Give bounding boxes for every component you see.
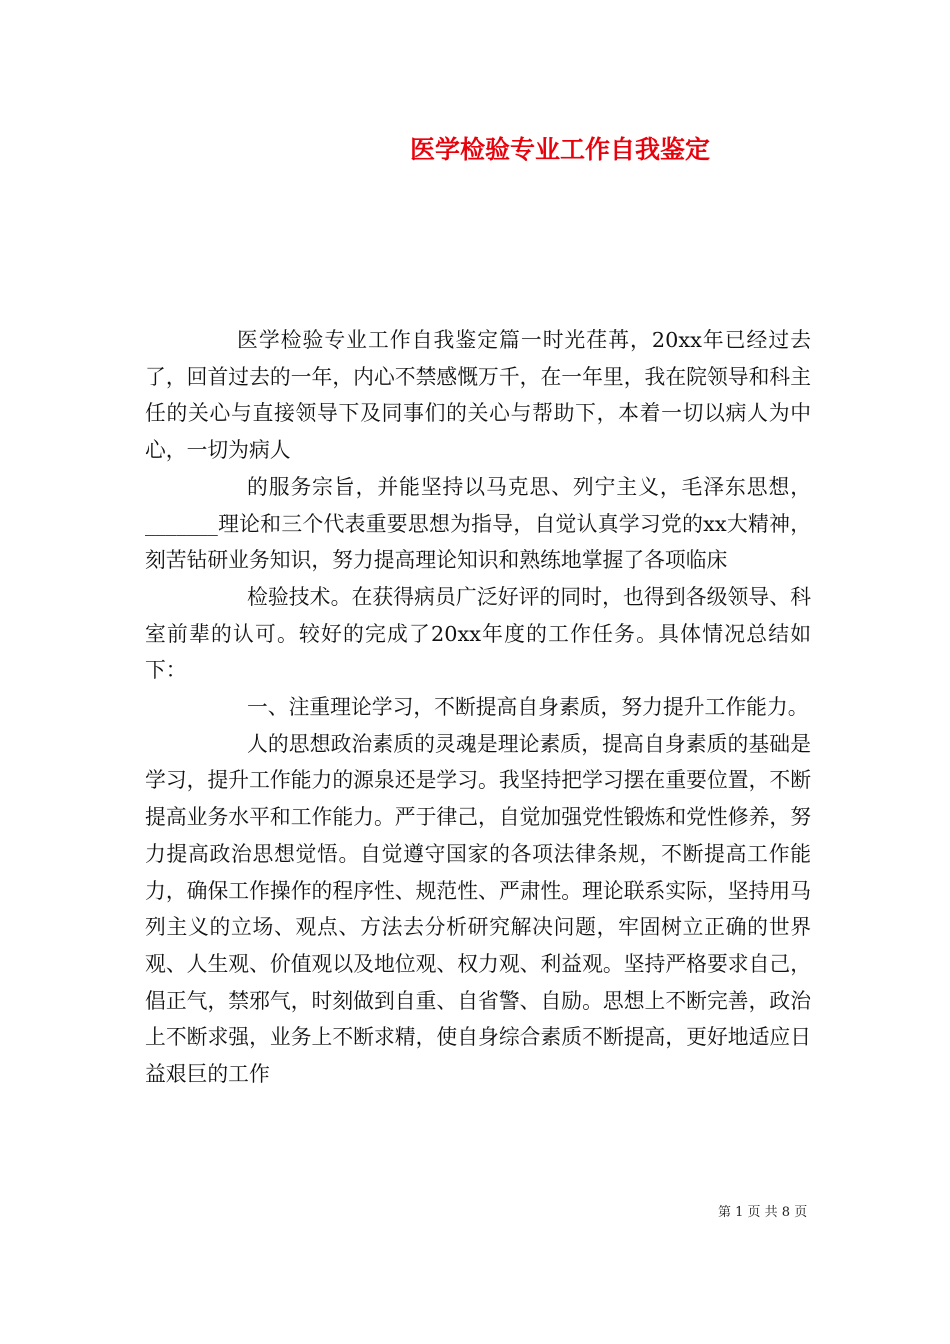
page-title: 医学检验专业工作自我鉴定 — [410, 135, 711, 164]
page-footer: 第 1 页 共 8 页 — [718, 1205, 808, 1220]
document-body — [145, 322, 811, 1093]
paragraph-technique: 检验技术。在获得病员广泛好评的同时，也得到各级领导、科室前辈的认可。较好的完成了20xx年度的工作任务。具体情况总结如下： — [145, 584, 811, 683]
paragraph-intro: 医学检验专业工作自我鉴定篇一时光荏苒，20xx年已经过去了，回首过去的一年，内心不禁感慨万千，在一年里，我在院领导和科主任的关心与直接领导下及同事们的关心与帮助下，本着一切以病人为中心，一切为病人 — [145, 328, 811, 463]
paragraph-service: 的服务宗旨，并能坚持以马克思、列宁主义，毛泽东思想，_______理论和三个代表重要思想为指导，自觉认真学习党的xx大精神，刻苦钻研业务知识，努力提高理论知识和熟练地掌握了各项临床 — [145, 474, 811, 573]
paragraph-theory: 人的思想政治素质的灵魂是理论素质，提高自身素质的基础是学习，提升工作能力的源泉还是学习。我坚持把学习摆在重要位置，不断提高业务水平和工作能力。严于律己，自觉加强党性锻炼和党性修养，努力提高政治思想觉悟。自觉遵守国家的各项法律条规，不断提高工作能力，确保工作操作的程序性、规范性、严肃性。理论联系实际，坚持用马列主义的立场、观点、方法去分析研究解决问题，牢固树立正确的世界观、人生观、价值观以及地位观、权力观、利益观。坚持严格要求自己，倡正气，禁邪气，时刻做到自重、自省警、自励。思想上不断完善，政治上不断求强，业务上不断求精，使自身综合素质不断提高，更好地适应日益艰巨的工作 — [145, 731, 811, 1087]
section-heading-1: 一、注重理论学习，不断提高自身素质，努力提升工作能力。 — [247, 695, 809, 720]
